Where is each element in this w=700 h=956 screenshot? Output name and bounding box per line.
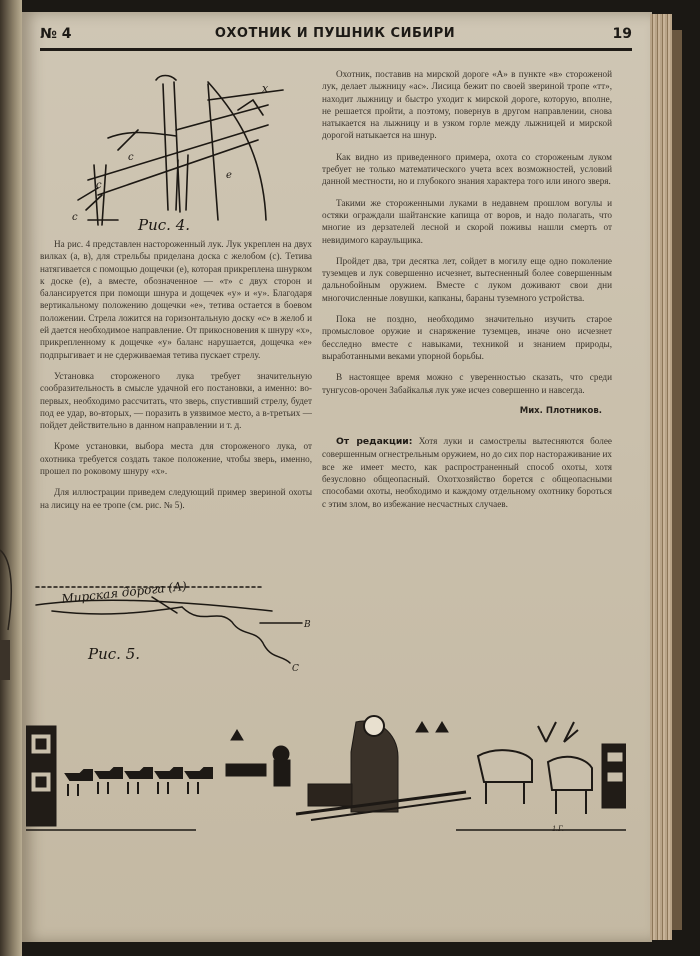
issue-number: № 4 [40, 26, 72, 42]
paragraph: Установка стороженого лука требует значительную сообразительность в смысле удачной его постановки, а именно: во-первых, необходимо рассчитать, что зверь, спустивший стрелу, будет под ее удар, во-вторых, — поразить в уязвимое место, а в-третьих — пойдет действительно в данном направлении и т. д. [40, 370, 312, 431]
figure-5-map [32, 567, 322, 677]
editorial-note [322, 435, 612, 510]
editorial-text: Хотя луки и самострелы вытесняются более совершенным огнестрельным оружием, но до сих пор настораживание их все же имеет место, как распространенный способ охоты, хотя безусловно общеопасный. Охотхозяйство борется с общеопасными способами охоты, необходимо и каждому отдельному охотнику бороться с этим злом, во избежание несчастных случаев. [322, 436, 613, 509]
paragraph: Такими же стороженными луками в недавнем прошлом вогулы и остяки ограждали шайтанские капища от воров, и надо полагать, что многие из дерзателей лесной и скорой поживы нашли смерть от невидимого караульщика. [322, 197, 612, 245]
previous-page-edge [0, 0, 22, 956]
paragraph: Охотник, поставив на мирской дороге «А» в пункте «в» стороженой лук, делает лыжницу «ас». Лисица бежит по своей звериной тропе «тт», находит лыжницу и быстро уходит к мирской дороге, которую, вполне, не решается пройти, а поэтому, повернув в другом направлении, снова натыкается на лыжницу и в узком горле между лыжницей и мирской дорогой натыкается на шнур. [322, 69, 612, 141]
figure-4-caption: Рис. 4. [138, 216, 191, 234]
paragraph: В настоящее время можно с уверенностью сказать, что среди тунгусов-орочен Забайкалья лук уже исчез совершенно и навсегда. [322, 372, 612, 395]
paragraph: Пройдет два, три десятка лет, сойдет в могилу еще одно поколение туземцев и лук совершенно исчезнет, вытесненный более совершенным дальнобойным оружием. Вместе с луком доживают свои дни многочисленные ловушки, капканы, бараны туземного устройства. [322, 255, 612, 303]
header-rule [40, 48, 632, 51]
fig4-letter-e: e [226, 170, 232, 181]
editorial-label: От редакции: [336, 436, 413, 448]
bottom-vignette-illustration [26, 702, 626, 852]
author-signature: Мих. Плотников. [519, 405, 602, 416]
fig4-letter-c2: c [96, 180, 102, 191]
journal-title: ОХОТНИК И ПУШНИК СИБИРИ [214, 26, 456, 41]
figure-5-caption: Рис. 5. [88, 645, 141, 663]
paragraph: На рис. 4 представлен настороженный лук. Лук укреплен на двух вилках (а, в), для стрельбы приделана доска с желобом (с). Тетива натягивается с помощью дощечки (е), которая прикреплена шнурком к доске (е), а вместе, обозначенное — «т» с двух сторон и балансируется при помощи шнура и дощечек «у» и «у». Благодаря вертикальному положению дощечки «е», тетива остается в боевом положении. Стрела ложится на горизонтальную доску «с» в желоб и ей дается необходимое направление. От прикосновения к шнуру «х», прикрепленному к дощечке «у» баланс нарушается, дощечка «е» подпрыгивает и не сдерживаемая тетива пускает стрелу. [40, 239, 312, 360]
fig4-letter-c3: c [72, 212, 78, 223]
figure-4-bow-trap [58, 70, 288, 240]
fig5-letter-c: C [292, 664, 299, 674]
fig5-letter-b: B [304, 620, 311, 630]
magazine-page [22, 12, 652, 942]
paragraph: Пока не поздно, необходимо значительно изучить старое промысловое оружие и снаряжение туземцев, иначе оно исчезнет бесследно вместе с навыками, техникой и знанием природы, выработанными веками упорной борьбы. [322, 314, 612, 361]
book-spine-shadow [672, 30, 682, 930]
page-stack-edges [650, 14, 672, 940]
fig4-letter-x: x [262, 82, 269, 95]
fig4-letter-c1: c [128, 152, 134, 163]
paragraph: Для иллюстрации приведем следующий пример звериной охоты на лисицу на ее тропе (см. рис. № 5). [40, 487, 312, 510]
left-column-text [40, 238, 312, 520]
fig5-road-label: Мирская дорога (А) [60, 578, 188, 606]
page-number: 19 [612, 26, 632, 42]
right-column-text [322, 68, 612, 519]
paragraph: Кроме установки, выбора места для стороженого лука, от охотника требуется создать такое положение, чтобы зверь, именно, прошел по роковому шнуру «х». [40, 441, 312, 477]
page-header [40, 22, 632, 48]
illustrator-signature: 1.Г. [552, 824, 564, 833]
paragraph: Как видно из приведенного примера, охота со стороженым луком требует не только математического учета всех возможностей, условий данной местности, но и глубокого знания характера того или иного зверя. [322, 151, 612, 187]
previous-page-drawing [0, 520, 22, 700]
